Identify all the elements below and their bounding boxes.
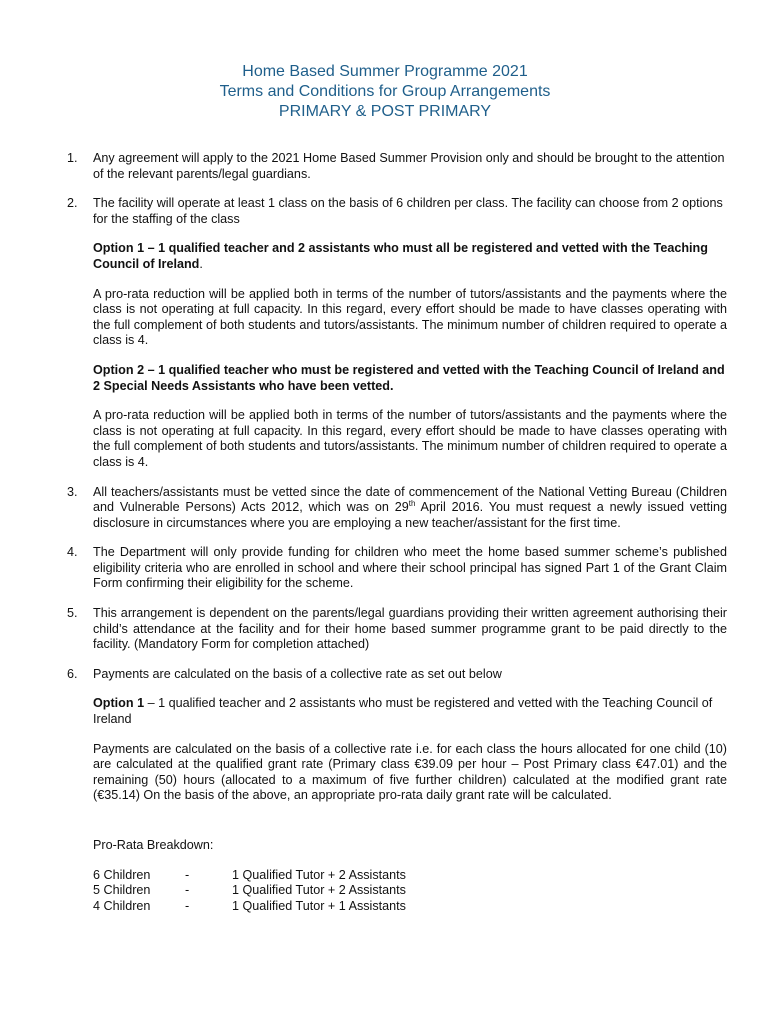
document-header bbox=[0, 62, 770, 122]
option-1-text: A pro-rata reduction will be applied both in terms of the number of tutors/assistants and the payments where the class is not operating at full capacity. In this regard, every effort should be made to have classes operating with the full complement of both students and tutors/assistants. The minimum number of children required to operate a class is 4. bbox=[93, 286, 727, 348]
item-text: The facility will operate at least 1 class on the basis of 6 children per class. The facility can choose from 2 options for the staffing of the class bbox=[93, 196, 723, 226]
breakdown-children: 5 Children bbox=[93, 883, 151, 898]
list-item-3 bbox=[67, 485, 727, 532]
list-item-2 bbox=[67, 196, 727, 470]
option-2-heading: Option 2 – 1 qualified teacher who must be registered and vetted with the Teaching Council of Ireland and 2 Special Needs Assistants who have been vetted. bbox=[93, 362, 725, 393]
payment-option-1-text: – 1 qualified teacher and 2 assistants who must be registered and vetted with the Teaching Council of Ireland bbox=[93, 696, 713, 727]
breakdown-children: 4 Children bbox=[93, 898, 151, 913]
list-item-4 bbox=[67, 545, 727, 592]
breakdown-staff: 1 Qualified Tutor + 2 Assistants bbox=[232, 867, 406, 882]
item-text: Any agreement will apply to the 2021 Home Based Summer Provision only and should be brought to the attention of the relevant parents/legal guardians. bbox=[93, 151, 725, 181]
breakdown-row bbox=[93, 868, 727, 884]
breakdown-dash: - bbox=[185, 883, 190, 898]
item-number: 4. bbox=[67, 545, 78, 560]
item-text-a: All teachers/assistants must be vetted since the date of commencement of the National Vetting Bureau (Children and Vulnerable Persons) Acts 2012, which was on 29 bbox=[93, 484, 727, 515]
option-2-text: A pro-rata reduction will be applied both in terms of the number of tutors/assistants and the payments where the class is not operating at full capacity. In this regard, every effort should be made to have classes operating with the full complement of both students and tutors/assistants. The minimum number of children required to operate a class is 4. bbox=[93, 408, 727, 469]
breakdown-children: 6 Children bbox=[93, 867, 151, 882]
title-line-2: Terms and Conditions for Group Arrangements bbox=[219, 83, 551, 100]
breakdown-row bbox=[93, 883, 727, 899]
item-text bbox=[93, 485, 727, 532]
title-line-3: PRIMARY & POST PRIMARY bbox=[278, 103, 492, 120]
ordinal-suffix: th bbox=[408, 498, 416, 508]
item-text: The Department will only provide funding for children who meet the home based summer scheme’s published eligibility criteria who are enrolled in school and where their school principal has signed Part 1 of the Grant Claim Form confirming their eligibility for the scheme. bbox=[93, 545, 727, 591]
breakdown-staff: 1 Qualified Tutor + 1 Assistants bbox=[232, 898, 406, 913]
item-number: 2. bbox=[67, 196, 78, 211]
breakdown-dash: - bbox=[185, 867, 190, 882]
option-1-heading-bold: Option 1 – 1 qualified teacher and 2 assistants who must all be registered and vetted with the Teaching Council of Ireland bbox=[93, 241, 708, 271]
breakdown-dash: - bbox=[185, 898, 190, 913]
list-item-5 bbox=[67, 606, 727, 653]
list-item-6 bbox=[67, 667, 727, 915]
item-number: 5. bbox=[67, 606, 78, 621]
payments-text: Payments are calculated on the basis of a collective rate i.e. for each class the hours allocated for one child (10) are calculated at the qualified grant rate (Primary class €39.09 per hour – Post Primary class €47.01) and the remaining (50) hours (allocated to a maximum of five further children) calculated at the modified grant rate (€35.14) On the basis of the above, an appropriate pro-rata daily grant rate will be calculated. bbox=[93, 741, 727, 803]
list-item-1 bbox=[67, 151, 727, 182]
item-text: This arrangement is dependent on the parents/legal guardians providing their written agreement authorising their child’s attendance at the facility and for their home based summer programme grant to be paid directly to the facility. (Mandatory Form for completion attached) bbox=[93, 606, 727, 652]
option-1-heading bbox=[93, 241, 727, 272]
terms-list bbox=[67, 151, 727, 928]
item-text-b: April 2016. You must request a newly issued vetting disclosure in circumstances where you are employing a new teacher/assistant for the first time. bbox=[93, 500, 727, 530]
breakdown-row bbox=[93, 899, 727, 915]
item-number: 6. bbox=[67, 666, 78, 681]
title-line-1: Home Based Summer Programme 2021 bbox=[242, 63, 528, 80]
item-text: Payments are calculated on the basis of a collective rate as set out below bbox=[93, 666, 502, 681]
option-1-heading-end: . bbox=[199, 256, 203, 271]
pro-rata-breakdown bbox=[93, 838, 727, 914]
payment-option-1 bbox=[93, 696, 727, 727]
breakdown-title: Pro-Rata Breakdown: bbox=[93, 838, 214, 852]
payment-option-1-label: Option 1 bbox=[93, 696, 145, 711]
breakdown-staff: 1 Qualified Tutor + 2 Assistants bbox=[232, 883, 406, 898]
item-number: 1. bbox=[67, 151, 78, 165]
item-number: 3. bbox=[67, 484, 78, 499]
